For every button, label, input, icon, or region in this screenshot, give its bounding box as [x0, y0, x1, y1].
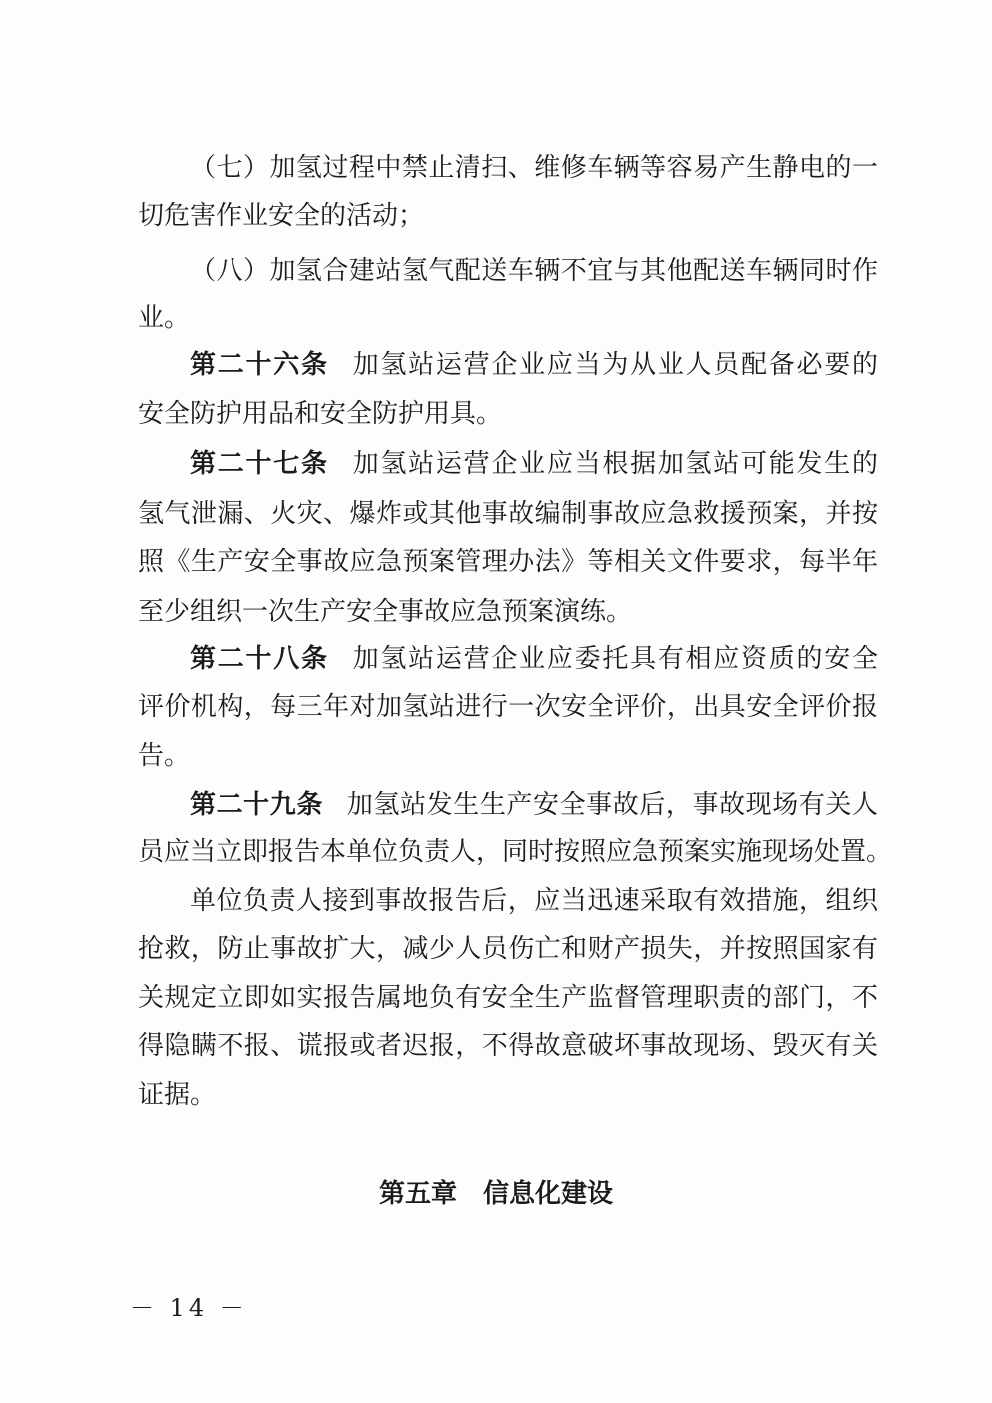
article-29-line-1	[190, 787, 878, 823]
article-28-line-2: 评价机构，每三年对加氢站进行一次安全评价，出具安全评价报	[138, 692, 878, 722]
clause-seven-line-2: 切危害作业安全的活动；	[138, 201, 425, 231]
paragraph-line-4: 得隐瞒不报、谎报或者迟报，不得故意破坏事故现场、毁灭有关	[138, 1031, 878, 1061]
article-26-line-2: 安全防护用品和安全防护用具。	[138, 399, 503, 429]
article-27-text: 加氢站运营企业应当根据加氢站可能发生的	[352, 449, 878, 479]
clause-eight-line-1: （八）加氢合建站氢气配送车辆不宜与其他配送车辆同时作	[190, 256, 878, 286]
article-28-line-1	[190, 641, 878, 677]
article-29-text: 加氢站发生生产安全事故后，事故现场有关人	[346, 790, 878, 820]
paragraph-line-1: 单位负责人接到事故报告后，应当迅速采取有效措施，组织	[190, 886, 878, 916]
article-26-line-1	[190, 347, 878, 383]
article-29-line-2: 员应当立即报告本单位负责人，同时按照应急预案实施现场处置。	[138, 837, 893, 867]
page-number: － 14 －	[130, 1294, 248, 1322]
article-28-title: 第二十八条	[190, 644, 329, 674]
article-29-title: 第二十九条	[190, 790, 323, 820]
article-27-title: 第二十七条	[190, 449, 329, 479]
paragraph-line-3: 关规定立即如实报告属地负有安全生产监督管理职责的部门，不	[138, 983, 878, 1013]
article-28-line-3: 告。	[138, 741, 191, 771]
clause-seven-line-1: （七）加氢过程中禁止清扫、维修车辆等容易产生静电的一	[190, 153, 878, 183]
article-27-line-3: 照《生产安全事故应急预案管理办法》等相关文件要求，每半年	[138, 547, 878, 577]
article-27-line-4: 至少组织一次生产安全事故应急预案演练。	[138, 597, 633, 627]
article-26-title: 第二十六条	[190, 350, 329, 380]
clause-eight-line-2: 业。	[138, 303, 191, 333]
article-27-line-2: 氢气泄漏、火灾、爆炸或其他事故编制事故应急救援预案，并按	[138, 499, 878, 529]
chapter-heading: 第五章 信息化建设	[378, 1179, 613, 1209]
article-27-line-1	[190, 446, 878, 482]
paragraph-line-5: 证据。	[138, 1080, 217, 1110]
article-28-text: 加氢站运营企业应委托具有相应资质的安全	[352, 644, 878, 674]
paragraph-line-2: 抢救，防止事故扩大，减少人员伤亡和财产损失，并按照国家有	[138, 934, 878, 964]
article-26-text: 加氢站运营企业应当为从业人员配备必要的	[352, 350, 878, 380]
